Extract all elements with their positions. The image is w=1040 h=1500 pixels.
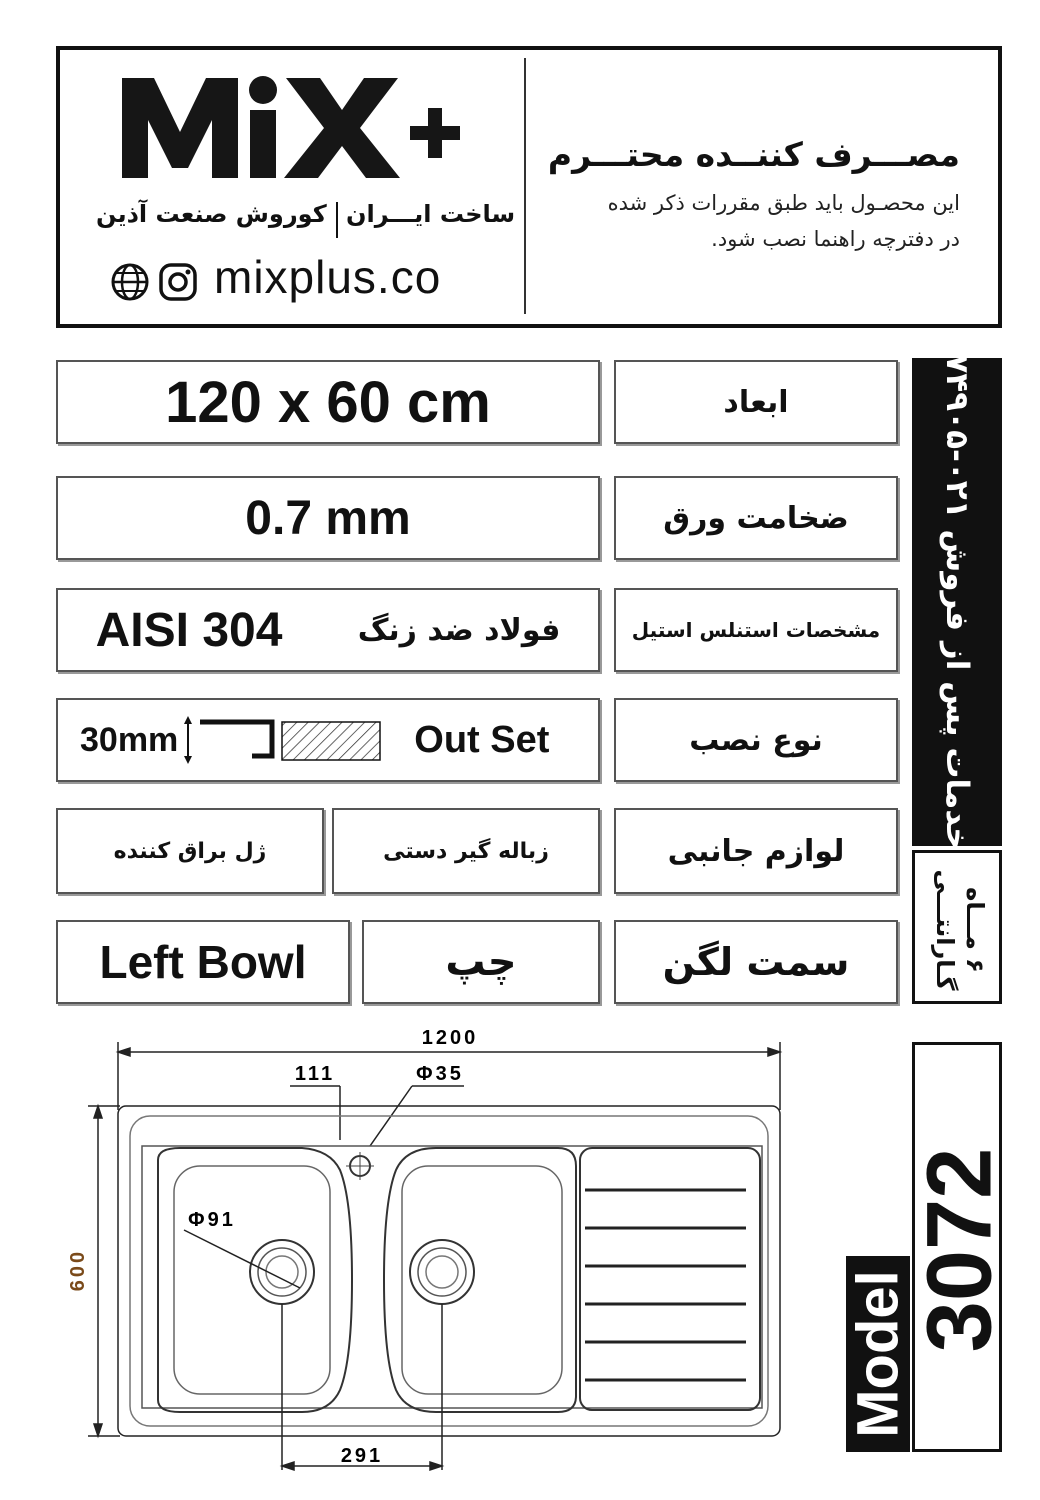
- steel-label: مشخصات استنلس استیل: [631, 618, 881, 642]
- dim-tap-hole: Φ35: [416, 1063, 464, 1085]
- install-label: نوع نصب: [689, 722, 823, 758]
- dimensions-label-cell: [614, 360, 898, 444]
- model-number-box: [908, 1042, 1011, 1452]
- after-sales-text: خدمات پس از فروش ۰۲۱-۷۴۹۰۵: [939, 354, 975, 850]
- company-name: کوروش صنعت آذین: [96, 200, 327, 228]
- steel-value-cell: [56, 588, 600, 672]
- website-text[interactable]: mixplus.co: [214, 251, 442, 303]
- steel-type: فولاد ضد زنگ: [357, 612, 561, 648]
- warranty-box: [912, 850, 1002, 1004]
- dim-offset: 111: [294, 1063, 336, 1085]
- install-value-cell: [56, 698, 600, 782]
- accessory-1-cell: [332, 808, 600, 894]
- accessory-2: ژل براق کننده: [113, 838, 267, 864]
- thickness-value-cell: [56, 476, 600, 560]
- bowl-fa: چپ: [445, 939, 517, 985]
- website-line: [110, 250, 510, 308]
- install-value: Out Set: [414, 718, 550, 761]
- sink-drawing-svg: [40, 1020, 840, 1490]
- maker-separator: [336, 202, 338, 238]
- dim-drain: Φ91: [188, 1209, 236, 1231]
- install-label-cell: [614, 698, 898, 782]
- dimensions-value-cell: [56, 360, 600, 444]
- warranty-months: ۶ مـــاه: [961, 887, 989, 973]
- dim-width: 1200: [421, 1027, 479, 1049]
- dim-height: 600: [67, 1248, 89, 1292]
- globe-icon: [110, 262, 150, 302]
- bowl-label-cell: [614, 920, 898, 1004]
- accessories-label-cell: [614, 808, 898, 894]
- made-in-iran: ساخت ایـــران: [346, 200, 516, 228]
- sink-drawing: [40, 1020, 840, 1490]
- notice-title: مصـــرف کننــده محتـــرم: [547, 135, 960, 174]
- install-profile-icon: [182, 712, 392, 768]
- dim-bowl-spacing: 291: [340, 1445, 384, 1467]
- after-sales-panel: [912, 354, 1002, 850]
- notice-line-1: این محصـول باید طبق مقررات ذکر شده: [607, 191, 960, 215]
- notice-body: [540, 185, 960, 257]
- accessory-2-cell: [56, 808, 324, 894]
- thickness-value: 0.7 mm: [245, 491, 411, 545]
- warranty-text: [930, 870, 990, 991]
- accessories-label: لوازم جانبی: [667, 833, 845, 869]
- model-number: 3072: [908, 1147, 1011, 1353]
- notice-line-2: در دفترچه راهنما نصب شود.: [711, 227, 960, 251]
- accessory-1: زباله گیر دستی: [383, 838, 549, 864]
- dimensions-value: 120 x 60 cm: [165, 369, 491, 435]
- steel-label-cell: [614, 588, 898, 672]
- instagram-icon: [158, 262, 198, 302]
- bowl-fa-cell: [362, 920, 600, 1004]
- model-label-box: [846, 1256, 910, 1452]
- header-divider: [524, 58, 526, 314]
- dimensions-label: ابعاد: [723, 384, 789, 420]
- bowl-en: Left Bowl: [99, 936, 307, 988]
- thickness-label: ضخامت ورق: [663, 500, 849, 536]
- model-label: Model: [845, 1270, 911, 1438]
- warranty-label: گـارانتـــی: [931, 869, 959, 991]
- thickness-label-cell: [614, 476, 898, 560]
- steel-grade: AISI 304: [95, 603, 283, 657]
- brand-logo: [120, 70, 500, 186]
- maker-line: [96, 200, 516, 240]
- bowl-label: سمت لگن: [662, 940, 850, 984]
- bowl-en-cell: [56, 920, 350, 1004]
- install-depth: 30mm: [80, 720, 179, 759]
